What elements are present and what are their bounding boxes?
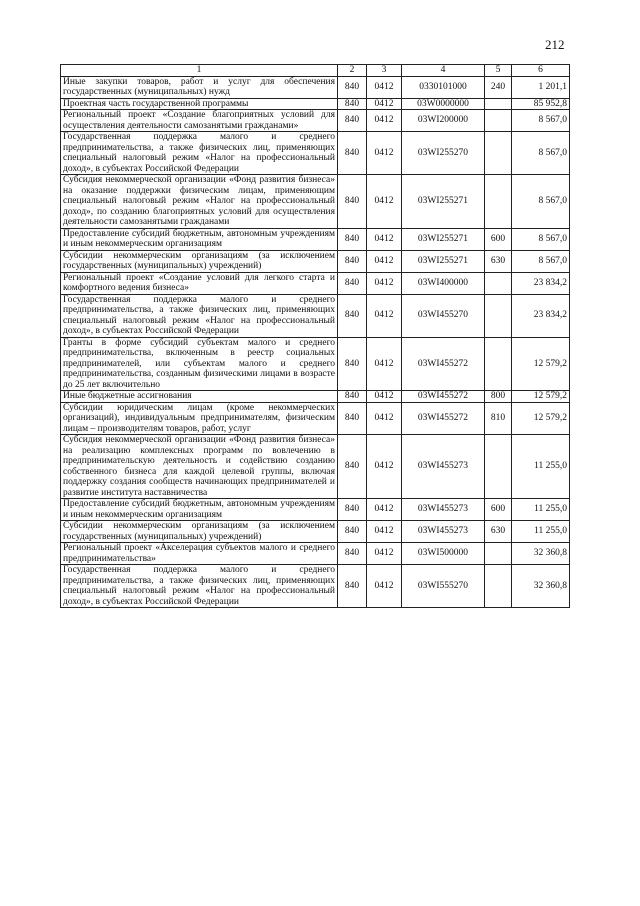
section-code-cell: 0412 — [367, 228, 402, 250]
budget-table — [60, 64, 570, 608]
target-article-cell: 03WI400000 — [402, 272, 485, 294]
section-code-cell: 0412 — [367, 521, 402, 543]
table-row — [61, 435, 570, 499]
ministry-code-cell: 840 — [338, 76, 367, 98]
row-name-cell: Государственная поддержка малого и среднего предпринимательства, а также физических лиц, применяющих специальный налоговый режим «Налог на профессиональный доход», в субъектах Российской Федерации — [61, 294, 338, 337]
table-row — [61, 272, 570, 294]
table-row — [61, 391, 570, 403]
expense-type-cell: 240 — [485, 76, 512, 98]
target-article-cell: 03WI200000 — [402, 110, 485, 132]
section-code-cell: 0412 — [367, 98, 402, 110]
section-code-cell: 0412 — [367, 175, 402, 229]
row-name-cell: Предоставление субсидий бюджетным, автономным учреждениям и иным некоммерческим организациям — [61, 228, 338, 250]
row-name-cell: Государственная поддержка малого и среднего предпринимательства, а также физических лиц, применяющих специальный налоговый режим «Налог на профессиональный доход», в субъектах Российской Федерации — [61, 565, 338, 608]
section-code-cell: 0412 — [367, 294, 402, 337]
expense-type-cell — [485, 175, 512, 229]
ministry-code-cell: 840 — [338, 435, 367, 499]
ministry-code-cell: 840 — [338, 272, 367, 294]
row-name-cell: Субсидии некоммерческим организациям (за исключением государственных (муниципальных) учреждений) — [61, 250, 338, 272]
row-name-cell: Проектная часть государственной программы — [61, 98, 338, 110]
row-name-cell: Иные закупки товаров, работ и услуг для обеспечения государственных (муниципальных) нужд — [61, 76, 338, 98]
row-name-cell: Субсидия некоммерческой организации «Фонд развития бизнеса» на оказание поддержки физическим лицам, применяющим специальный налоговый режим «Налог на профессиональный доход», по созданию благоприятных условий для осуществления деятельности самозанятыми гражданами — [61, 175, 338, 229]
expense-type-cell — [485, 132, 512, 175]
ministry-code-cell: 840 — [338, 337, 367, 391]
ministry-code-cell: 840 — [338, 565, 367, 608]
expense-type-cell: 810 — [485, 402, 512, 435]
table-row — [61, 565, 570, 608]
amount-cell: 11 255,0 — [512, 499, 570, 521]
target-article-cell: 03WI255271 — [402, 250, 485, 272]
ministry-code-cell: 840 — [338, 391, 367, 403]
ministry-code-cell: 840 — [338, 98, 367, 110]
expense-type-cell — [485, 543, 512, 565]
expense-type-cell: 600 — [485, 228, 512, 250]
amount-cell: 8 567,0 — [512, 250, 570, 272]
section-code-cell: 0412 — [367, 543, 402, 565]
column-header: 5 — [485, 65, 512, 77]
ministry-code-cell: 840 — [338, 228, 367, 250]
table-row — [61, 250, 570, 272]
expense-type-cell — [485, 294, 512, 337]
page-number: 212 — [545, 37, 565, 52]
row-name-cell: Иные бюджетные ассигнования — [61, 391, 338, 403]
table-row — [61, 402, 570, 435]
amount-cell: 12 579,2 — [512, 402, 570, 435]
amount-cell: 85 952,8 — [512, 98, 570, 110]
row-name-cell: Региональный проект «Создание благоприятных условий для осуществления деятельности самозанятыми гражданами» — [61, 110, 338, 132]
section-code-cell: 0412 — [367, 402, 402, 435]
amount-cell: 12 579,2 — [512, 391, 570, 403]
row-name-cell: Региональный проект «Акселерация субъектов малого и среднего предпринимательства» — [61, 543, 338, 565]
amount-cell: 8 567,0 — [512, 132, 570, 175]
target-article-cell: 03WI455273 — [402, 521, 485, 543]
section-code-cell: 0412 — [367, 337, 402, 391]
expense-type-cell: 600 — [485, 499, 512, 521]
expense-type-cell: 630 — [485, 521, 512, 543]
table-row — [61, 175, 570, 229]
ministry-code-cell: 840 — [338, 499, 367, 521]
section-code-cell: 0412 — [367, 499, 402, 521]
table-row — [61, 543, 570, 565]
amount-cell: 23 834,2 — [512, 294, 570, 337]
amount-cell: 11 255,0 — [512, 435, 570, 499]
target-article-cell: 03WI455272 — [402, 337, 485, 391]
row-name-cell: Государственная поддержка малого и среднего предпринимательства, а также физических лиц, применяющих специальный налоговый режим «Налог на профессиональный доход», в субъектах Российской Федерации — [61, 132, 338, 175]
amount-cell: 8 567,0 — [512, 175, 570, 229]
table-row — [61, 76, 570, 98]
ministry-code-cell: 840 — [338, 543, 367, 565]
section-code-cell: 0412 — [367, 76, 402, 98]
target-article-cell: 03WI255270 — [402, 132, 485, 175]
row-name-cell: Субсидии некоммерческим организациям (за исключением государственных (муниципальных) учреждений) — [61, 521, 338, 543]
expense-type-cell: 800 — [485, 391, 512, 403]
column-header: 3 — [367, 65, 402, 77]
table-header-row — [61, 65, 570, 77]
table-row — [61, 294, 570, 337]
section-code-cell: 0412 — [367, 391, 402, 403]
section-code-cell: 0412 — [367, 132, 402, 175]
amount-cell: 8 567,0 — [512, 228, 570, 250]
expense-type-cell — [485, 435, 512, 499]
expense-type-cell — [485, 98, 512, 110]
expense-type-cell — [485, 565, 512, 608]
table-row — [61, 132, 570, 175]
table-row — [61, 228, 570, 250]
section-code-cell: 0412 — [367, 110, 402, 132]
ministry-code-cell: 840 — [338, 132, 367, 175]
expense-type-cell: 630 — [485, 250, 512, 272]
expense-type-cell — [485, 337, 512, 391]
section-code-cell: 0412 — [367, 272, 402, 294]
amount-cell: 1 201,1 — [512, 76, 570, 98]
section-code-cell: 0412 — [367, 435, 402, 499]
target-article-cell: 03WI500000 — [402, 543, 485, 565]
target-article-cell: 03WI455273 — [402, 499, 485, 521]
column-header: 6 — [512, 65, 570, 77]
column-header: 2 — [338, 65, 367, 77]
amount-cell: 8 567,0 — [512, 110, 570, 132]
section-code-cell: 0412 — [367, 250, 402, 272]
row-name-cell: Субсидии юридическим лицам (кроме некоммерческих организаций), индивидуальным предпринимателям, физическим лицам – производителям товаров, работ, услуг — [61, 402, 338, 435]
row-name-cell: Предоставление субсидий бюджетным, автономным учреждениям и иным некоммерческим организациям — [61, 499, 338, 521]
column-header: 1 — [61, 65, 338, 77]
row-name-cell: Региональный проект «Создание условий для легкого старта и комфортного ведения бизнеса» — [61, 272, 338, 294]
row-name-cell: Гранты в форме субсидий субъектам малого и среднего предпринимательства, включенным в реестр социальных предпринимателей, или субъектам малого и среднего предпринимательства, созданным физическими лицами в возрасте до 25 лет включительно — [61, 337, 338, 391]
table-row — [61, 110, 570, 132]
table-row — [61, 499, 570, 521]
target-article-cell: 03WI455273 — [402, 435, 485, 499]
table-row — [61, 98, 570, 110]
column-header: 4 — [402, 65, 485, 77]
ministry-code-cell: 840 — [338, 294, 367, 337]
target-article-cell: 03WI455270 — [402, 294, 485, 337]
ministry-code-cell: 840 — [338, 175, 367, 229]
amount-cell: 32 360,8 — [512, 543, 570, 565]
amount-cell: 23 834,2 — [512, 272, 570, 294]
target-article-cell: 03WI255271 — [402, 228, 485, 250]
expense-type-cell — [485, 272, 512, 294]
table-row — [61, 337, 570, 391]
target-article-cell: 03WI555270 — [402, 565, 485, 608]
target-article-cell: 03WI255271 — [402, 175, 485, 229]
expense-type-cell — [485, 110, 512, 132]
amount-cell: 12 579,2 — [512, 337, 570, 391]
ministry-code-cell: 840 — [338, 110, 367, 132]
amount-cell: 11 255,0 — [512, 521, 570, 543]
table-row — [61, 521, 570, 543]
amount-cell: 32 360,8 — [512, 565, 570, 608]
target-article-cell: 03W0000000 — [402, 98, 485, 110]
section-code-cell: 0412 — [367, 565, 402, 608]
ministry-code-cell: 840 — [338, 250, 367, 272]
ministry-code-cell: 840 — [338, 521, 367, 543]
target-article-cell: 03WI455272 — [402, 402, 485, 435]
target-article-cell: 0330101000 — [402, 76, 485, 98]
target-article-cell: 03WI455272 — [402, 391, 485, 403]
row-name-cell: Субсидия некоммерческой организации «Фонд развития бизнеса» на реализацию комплексных программ по вовлечению в предпринимательскую деятельность и содействию созданию собственного бизнеса для каждой целевой группы, включая поддержку создания сообществ начинающих предпринимателей и развитие института наставничества — [61, 435, 338, 499]
ministry-code-cell: 840 — [338, 402, 367, 435]
